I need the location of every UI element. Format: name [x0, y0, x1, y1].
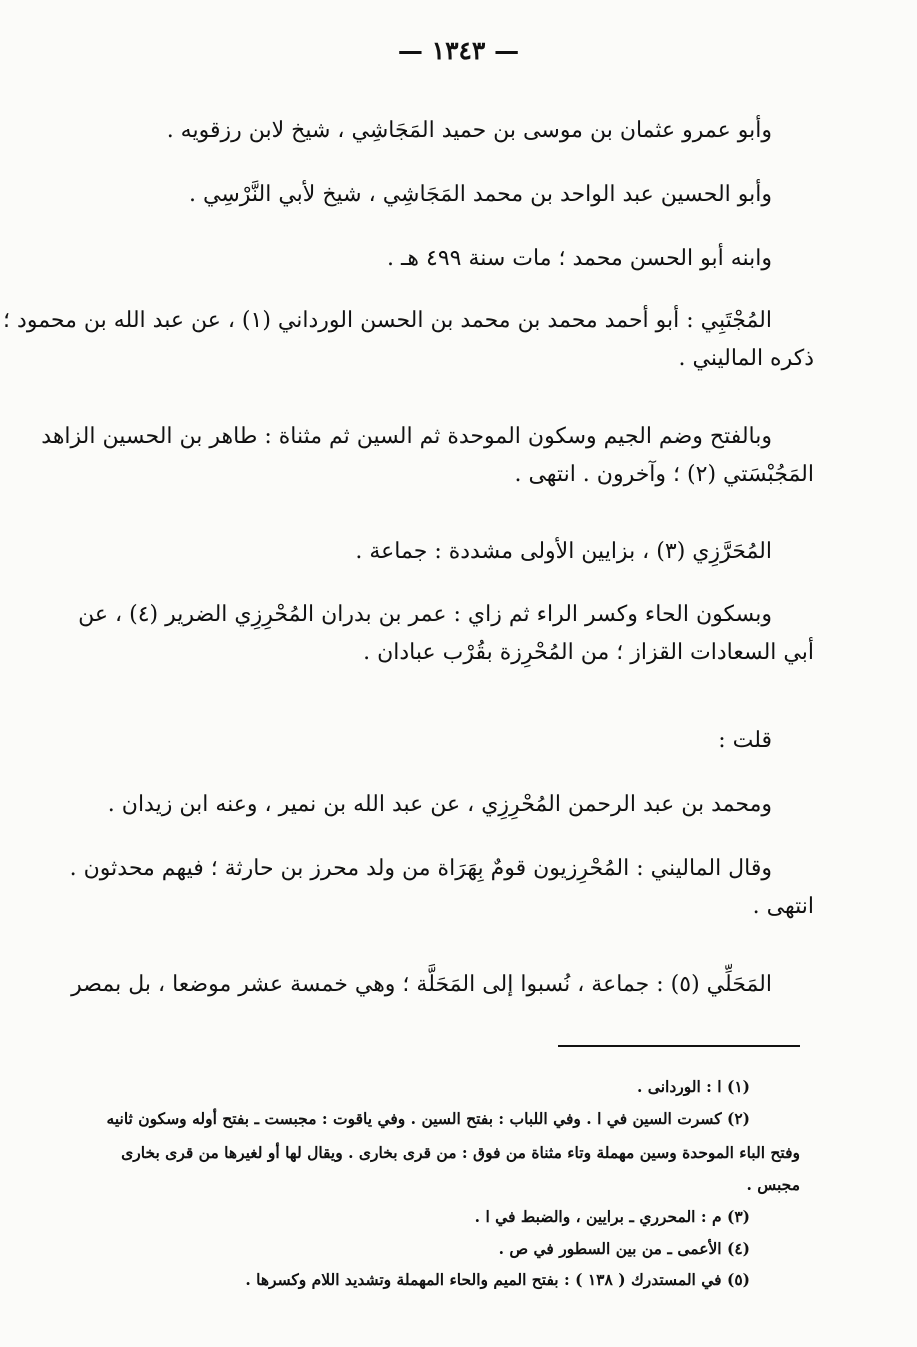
- text-line: ومحمد بن عبد الرحمن المُحْرِزِي ، عن عبد الله بن نمير ، وعنه ابن زيدان .: [107, 792, 772, 817]
- footnote-line: وفتح الباء الموحدة وسين مهملة وتاء مثناة من فوق : من قرى بخارى . ويقال لها أو لغيرها من قرى بخارى: [121, 1143, 800, 1162]
- text-line: ذكره الماليني .: [678, 346, 814, 371]
- paragraph: [72, 722, 814, 760]
- footnote-line: (٣) م : المحرري ـ برايين ، والضبط في ا .: [474, 1207, 750, 1226]
- paragraph: [72, 112, 814, 150]
- paragraph: [72, 240, 814, 278]
- paragraph: [3, 302, 814, 378]
- footnote: [60, 1108, 800, 1130]
- footnote: [60, 1238, 800, 1260]
- text-line: المَحَلِّي (٥) : جماعة ، نُسبوا إلى المَحَلَّة ؛ وهي خمسة عشر موضعا ، بل بمصر: [71, 972, 772, 997]
- footnote: [60, 1206, 800, 1228]
- paragraph: [41, 418, 814, 494]
- text-line: وابنه أبو الحسن محمد ؛ مات سنة ٤٩٩ هـ .: [386, 246, 772, 271]
- footnote: [60, 1269, 800, 1291]
- text-line: أبي السعادات القزاز ؛ من المُحْرِزة بقُرْب عبادان .: [363, 640, 814, 665]
- footnote-divider: [558, 1045, 800, 1047]
- text-line: وبسكون الحاء وكسر الراء ثم زاي : عمر بن بدران المُحْرِزِي الضرير (٤) ، عن: [78, 602, 772, 627]
- text-line: انتهى .: [752, 894, 814, 919]
- footnote-continuation: [60, 1142, 800, 1164]
- footnote: [60, 1076, 800, 1098]
- paragraph: [69, 850, 814, 926]
- page-number: — ١٣٤٣ —: [397, 36, 520, 65]
- paragraph: [72, 966, 814, 1004]
- text-line: المُحَرَّزِي (٣) ، بزايين الأولى مشددة : جماعة .: [355, 539, 772, 564]
- text-line: وبالفتح وضم الجيم وسكون الموحدة ثم السين ثم مثناة : طاهر بن الحسين الزاهد: [41, 424, 772, 449]
- paragraph: [72, 176, 814, 214]
- text-line: وأبو الحسين عبد الواحد بن محمد المَجَاشِي ، شيخ لأبي النَّرْسِي .: [189, 182, 772, 207]
- footnote-line: (٢) كسرت السين في ا . وفي اللباب : بفتح السين . وفي ياقوت : مجبست ـ بفتح أوله وسكون ثانيه: [106, 1109, 750, 1128]
- footnote-continuation: [60, 1174, 800, 1196]
- text-line: المَجُبْسَتي (٢) ؛ وآخرون . انتهى .: [514, 462, 814, 487]
- text-line: وأبو عمرو عثمان بن موسى بن حميد المَجَاشِي ، شيخ لابن رزقويه .: [166, 118, 772, 143]
- footnote-line: مجبس .: [746, 1175, 800, 1194]
- paragraph: [72, 786, 814, 824]
- footnote-line: (٤) الأعمى ـ من بين السطور في ص .: [498, 1239, 750, 1258]
- footnote-line: (١) ا : الوردانى .: [637, 1077, 750, 1096]
- text-line: المُجْتَبِي : أبو أحمد محمد بن محمد بن الحسن الورداني (١) ، عن عبد الله بن محمود ؛: [3, 308, 772, 333]
- text-line: قلت :: [718, 728, 772, 753]
- paragraph: [72, 533, 814, 571]
- text-line: وقال الماليني : المُحْرِزيون قومٌ بِهَرَاة من ولد محرز بن حارثة ؛ فيهم محدثون .: [69, 856, 772, 881]
- paragraph: [72, 596, 814, 672]
- footnote-line: (٥) في المستدرك ( ١٣٨ ) : بفتح الميم والحاء المهملة وتشديد اللام وكسرها .: [245, 1270, 750, 1289]
